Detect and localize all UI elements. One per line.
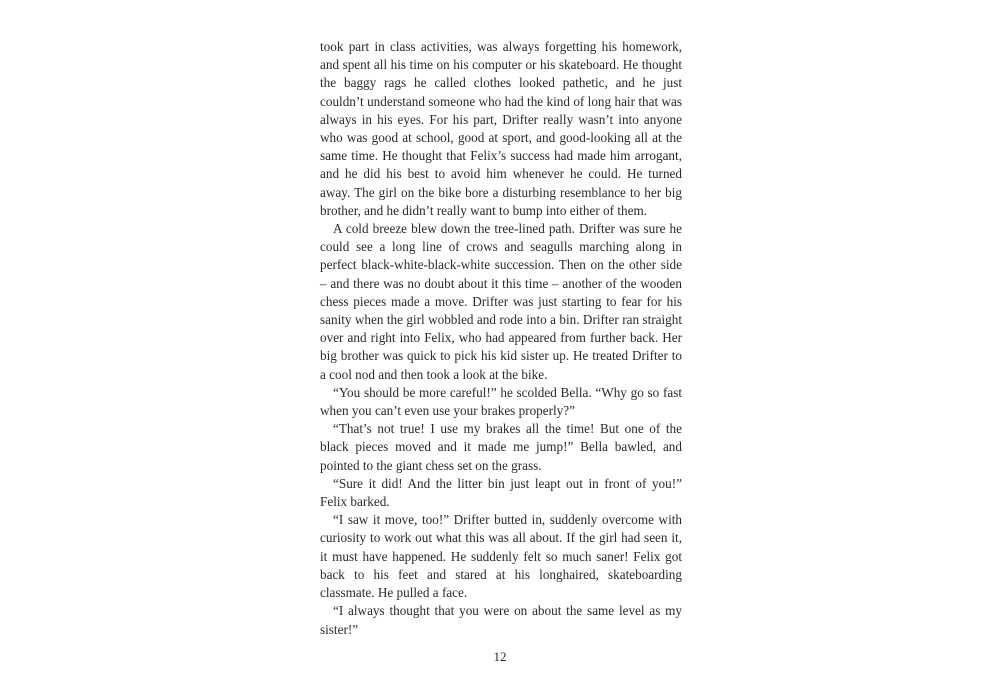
paragraph-6: “I saw it move, too!” Drifter butted in, suddenly overcome with curiosity to work out what this was all about. If the girl had seen it, it must have happened. He suddenly felt so much saner! Felix got back to his feet and stared at his longhaired, skateboarding classmate. He pulled a face. <box>320 512 682 601</box>
paragraph-3: “You should be more careful!” he scolded Bella. “Why go so fast when you can’t even use your brakes properly?” <box>320 384 682 419</box>
book-page-text <box>320 38 682 639</box>
page-number: 12 <box>493 649 507 664</box>
paragraph-2: A cold breeze blew down the tree-lined path. Drifter was sure he could see a long line of crows and seagulls marching along in perfect black-white-black-white succession. Then on the other side – and there was no doubt about it this time – another of the wooden chess pieces made a move. Drifter was just starting to fear for his sanity when the girl wobbled and rode into a bin. Drifter ran straight over and right into Felix, who had appeared from further back. Her big brother was quick to pick his kid sister up. He treated Drifter to a cool nod and then took a look at the bike. <box>320 221 682 382</box>
paragraph-5: “Sure it did! And the litter bin just leapt out in front of you!” Felix barked. <box>320 475 682 510</box>
paragraph-1: took part in class activities, was always forgetting his homework, and spent all his time on his computer or his skateboard. He thought the baggy rags he called clothes looked pathetic, and he just couldn’t understand someone who had the kind of long hair that was always in his eyes. For his part, Drifter really wasn’t into anyone who was good at school, good at sport, and good-looking all at the same time. He thought that Felix’s success had made him arrogant, and he did his best to avoid him whenever he could. He turned away. The girl on the bike bore a disturbing resemblance to her big brother, and he didn’t really want to bump into either of them. <box>320 39 682 218</box>
paragraph-7: “I always thought that you were on about the same level as my sister!” <box>320 603 682 637</box>
paragraph-4: “That’s not true! I use my brakes all the time! But one of the black pieces moved and it made me jump!” Bella bawled, and pointed to the giant chess set on the grass. <box>320 421 682 473</box>
